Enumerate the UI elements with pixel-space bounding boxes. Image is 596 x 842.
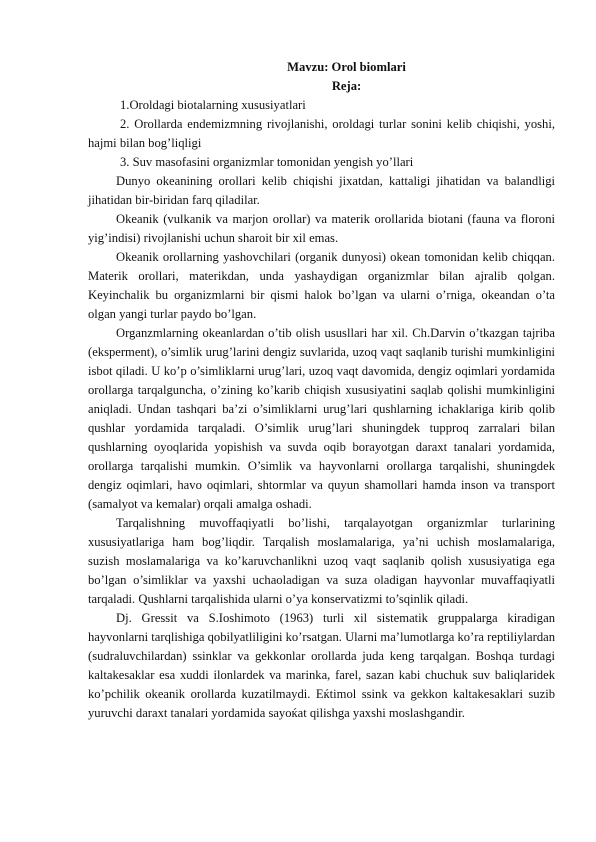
plan-item: 1.Oroldagi biotalarning xususiyatlari xyxy=(120,98,306,112)
body-paragraph: Tarqalishning muvoffaqiyatli bo’lishi, tarqalayotgan organizmlar turlarining xususiyatlariga ham bog’liqdir. Tarqalish moslamalariga, ya’ni uchish moslamalariga, suzish moslamalariga va ko’karuvchanlikni uzoq vaqt saqlanib qolish xususiyatiga ega bo’lgan o’simliklar va yaxshi uchaoladigan va suza oladigan hayvonlar muvaffaqiyatli tarqaladi. Qushlarni tarqalishida ularni o’ya konservatizmi to’sqinlik qiladi. xyxy=(88,516,555,606)
document-page xyxy=(88,58,555,723)
plan-heading: Reja: xyxy=(331,79,362,93)
body-paragraph: Okeanik orollarning yashovchilari (organik dunyosi) okean tomonidan kelib chiqqan. Materik orollari, materikdan, unda yashaydigan organizmlar bilan ajralib qolgan. Keyinchalik bu organizmlarni bir qismi halok bo’lgan va ularni o’rniga, okeandan o’ta olgan yangi turlar paydo bo’lgan. xyxy=(88,250,555,321)
body-paragraph: Organzmlarning okeanlardan o’tib olish ususllari har xil. Ch.Darvin o’tkazgan tajriba (eksperment), o’simlik urug’larini dengiz suvlarida, uzoq vaqt saqlanib turishi mumkinligini isbot qiladi. U ko’p o’simliklarni urug’lari, uzoq vaqt davomida, dengiz oqimlari yordamida orollarga tarqalguncha, o’zining ko’karib chiqish xususiyatini saqlab qolishi mumkinligini aniqladi. Undan tashqari ba’zi o’simliklarni urug’lari qushlarning ichaklariga kirib qolib qushlar yordamida tarqaladi. O’simlik urug’lari shuningdek tupproq zarralari bilan qushlarning oyoqlarida yopishish va suvda oqib borayotgan daraxt tanalari yordamida, orollarga tarqalishi mumkin. O’simlik va hayvonlarni orollarga tarqalishi, shuningdek dengiz oqimlari, havo oqimlari, shtormlar va quyun shamollari hamda inson va transport (samalyot va kemalar) orqali amalga oshadi. xyxy=(88,326,555,511)
body-paragraph: Dunyo okeanining orollari kelib chiqishi jixatdan, kattaligi jihatidan va balandligi jihatidan bir-biridan farq qiladilar. xyxy=(88,174,555,207)
plan-item: 2. Orollarda endemizmning rivojlanishi, oroldagi turlar sonini kelib chiqishi, yoshi, hajmi bilan bog’liqligi xyxy=(88,117,555,150)
body-paragraph: Okeanik (vulkanik va marjon orollar) va materik orollarida biotani (fauna va floroni yig’indisi) rivojlanishi uchun sharoit bir xil emas. xyxy=(88,212,555,245)
plan-item: 3. Suv masofasini organizmlar tomonidan yengish yo’llari xyxy=(120,155,414,169)
body-paragraph: Dj. Gressit va S.Ioshimoto (1963) turli xil sistematik gruppalarga kiradigan hayvonlarni tarqlishiga qobilyatliligini ko’rsatgan. Ularni ma’lumotlarga ko’ra reptiliylardan (sudraluvchilardan) ssinklar va gekkonlar orollarda juda keng tarqalgan. Boshqa turdagi kaltakesaklar esa xuddi ilonlardek va marinka, farel, sazan kabi chuchuk suv baliqlaridek ko’pchilik okeanik orollarda kuzatilmaydi. Eќtimol ssink va gekkon kaltakesaklari suzib yuruvchi daraxt tanalari yordamida sayoќat qilishga yaxshi moslashgandir. xyxy=(88,611,556,720)
document-title: Mavzu: Orol biomlari xyxy=(287,60,406,74)
